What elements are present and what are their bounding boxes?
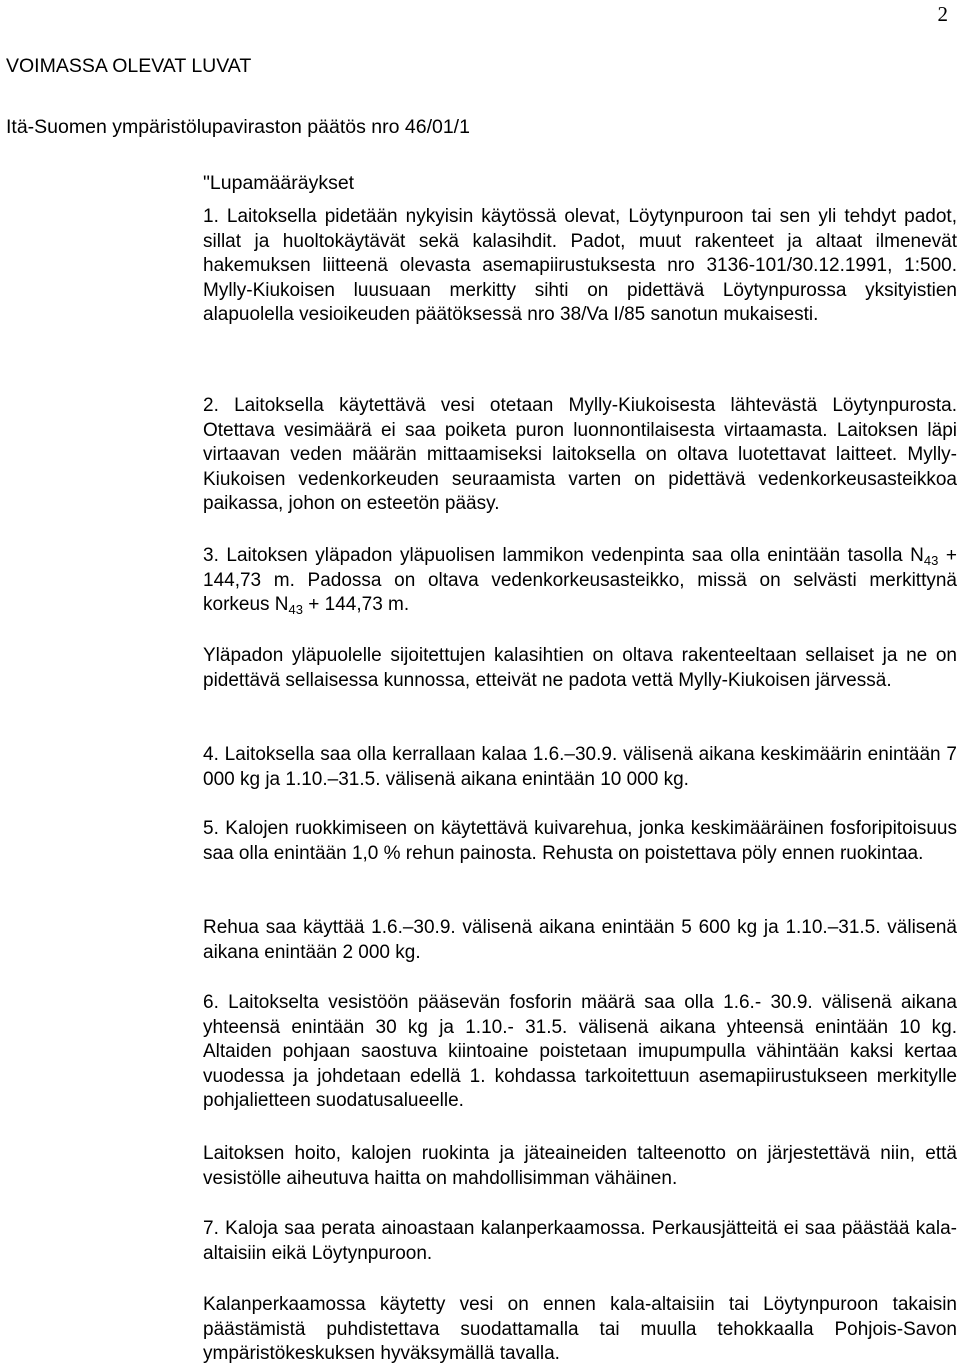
paragraph-5 xyxy=(203,817,957,866)
paragraph-3 xyxy=(203,544,957,618)
paragraph-4 xyxy=(203,743,957,792)
paragraph-3-continued xyxy=(203,644,957,693)
decision-reference: Itä-Suomen ympäristölupaviraston päätös nro 46/01/1 xyxy=(6,116,470,138)
paragraph-4-text: 4. Laitoksella saa olla kerrallaan kalaa 1.6.–30.9. välisenä aikana keskimäärin enintään 7 000 kg ja 1.10.–31.5. välisenä aikana enintään 10 000 kg. xyxy=(203,744,957,790)
paragraph-3-part-a: 3. Laitoksen yläpadon yläpuolisen lammikon vedenpinta saa olla enintään tasolla N xyxy=(203,545,924,566)
subscript-43: 43 xyxy=(923,553,939,568)
paragraph-2 xyxy=(203,394,957,517)
paragraph-7-continued-text: Kalanperkaamossa käytetty vesi on ennen kala-altaisiin tai Löytynpuroon takaisin päästämistä puhdistettava suodattamalla tai muulla tehokkaalla Pohjois-Savon ympäristökeskuksen hyväksymällä tavalla. xyxy=(203,1294,957,1364)
paragraph-3-part-c: + 144,73 m. xyxy=(303,594,410,615)
paragraph-5-text: 5. Kalojen ruokkimiseen on käytettävä kuivarehua, jonka keskimääräinen fosforipitoisuus saa olla enintään 1,0 % rehun painosta. Rehusta on poistettava pöly ennen ruokintaa. xyxy=(203,818,957,864)
paragraph-3-continued-text: Yläpadon yläpuolelle sijoitettujen kalasihtien on oltava rakenteeltaan sellaiset ja ne on pidettävä sellaisessa kunnossa, etteivät ne padota vettä Mylly-Kiukoisen järvessä. xyxy=(203,645,957,691)
paragraph-6-continued xyxy=(203,1142,957,1191)
section-title: "Lupamääräykset xyxy=(203,172,355,194)
paragraph-6-continued-text: Laitoksen hoito, kalojen ruokinta ja jäteaineiden talteenotto on järjestettävä niin, että vesistölle aiheutuva haitta on mahdollisimman vähäinen. xyxy=(203,1143,957,1189)
document-title: VOIMASSA OLEVAT LUVAT xyxy=(6,55,252,77)
paragraph-6 xyxy=(203,991,957,1114)
paragraph-5-continued-text: Rehua saa käyttää 1.6.–30.9. välisenä aikana enintään 5 600 kg ja 1.10.–31.5. välisenä aikana enintään 2 000 kg. xyxy=(203,917,957,963)
subscript-43: 43 xyxy=(288,602,303,617)
paragraph-1-text: 1. Laitoksella pidetään nykyisin käytössä olevat, Löytynpuroon tai sen yli tehdyt padot, sillat ja huoltokäytävät sekä kalasihdit. Padot, muut rakenteet ja altaat ilmenevät hakemuksen liitteenä olevasta asemapiirustuksesta nro 3136-101/30.12.1991, 1:500. Mylly-Kiukoisen luusuaan merkitty sihti on pidettävä Löytynpurossa yksityistien alapuolella vesioikeuden päätöksessä nro 38/Va I/85 sanotun mukaisesti. xyxy=(203,206,957,325)
paragraph-7-text: 7. Kaloja saa perata ainoastaan kalanperkaamossa. Perkausjätteitä ei saa päästää kala-altaisiin eikä Löytynpuroon. xyxy=(203,1218,957,1264)
paragraph-7-continued xyxy=(203,1293,957,1367)
paragraph-6-text: 6. Laitokselta vesistöön pääsevän fosforin määrä saa olla 1.6.- 30.9. välisenä aikana yhteensä enintään 30 kg ja 1.10.- 31.5. välisenä aikana yhteensä enintään 10 kg. Altaiden pohjaan saostuva kiintoaine poistetaan imupumpulla vähintään kaksi kertaa vuodessa ja johdetaan edellä 1. kohdassa tarkoitettuun asemapiirustukseen merkitylle pohjalietteen suodatusalueelle. xyxy=(203,992,957,1111)
paragraph-3-part-b: + 144,73 m. Padossa on oltava vedenkorkeusasteikko, missä on selvästi merkittynä korkeus N xyxy=(203,545,957,615)
paragraph-1 xyxy=(203,205,957,328)
page-number: 2 xyxy=(937,2,948,26)
paragraph-5-continued xyxy=(203,916,957,965)
paragraph-3-text xyxy=(203,544,957,618)
paragraph-7 xyxy=(203,1217,957,1266)
paragraph-2-text: 2. Laitoksella käytettävä vesi otetaan Mylly-Kiukoisesta lähtevästä Löytynpurosta. Otettava vesimäärä ei saa poiketa puron luonnontilaisesta virtaamasta. Laitoksen läpi virtaavan veden määrän mittaamiseksi laitoksella on oltava luotettavat laitteet. Mylly-Kiukoisen vedenkorkeuden seuraamista varten on pidettävä vedenkorkeusasteikkoa paikassa, johon on esteetön pääsy. xyxy=(203,395,957,514)
